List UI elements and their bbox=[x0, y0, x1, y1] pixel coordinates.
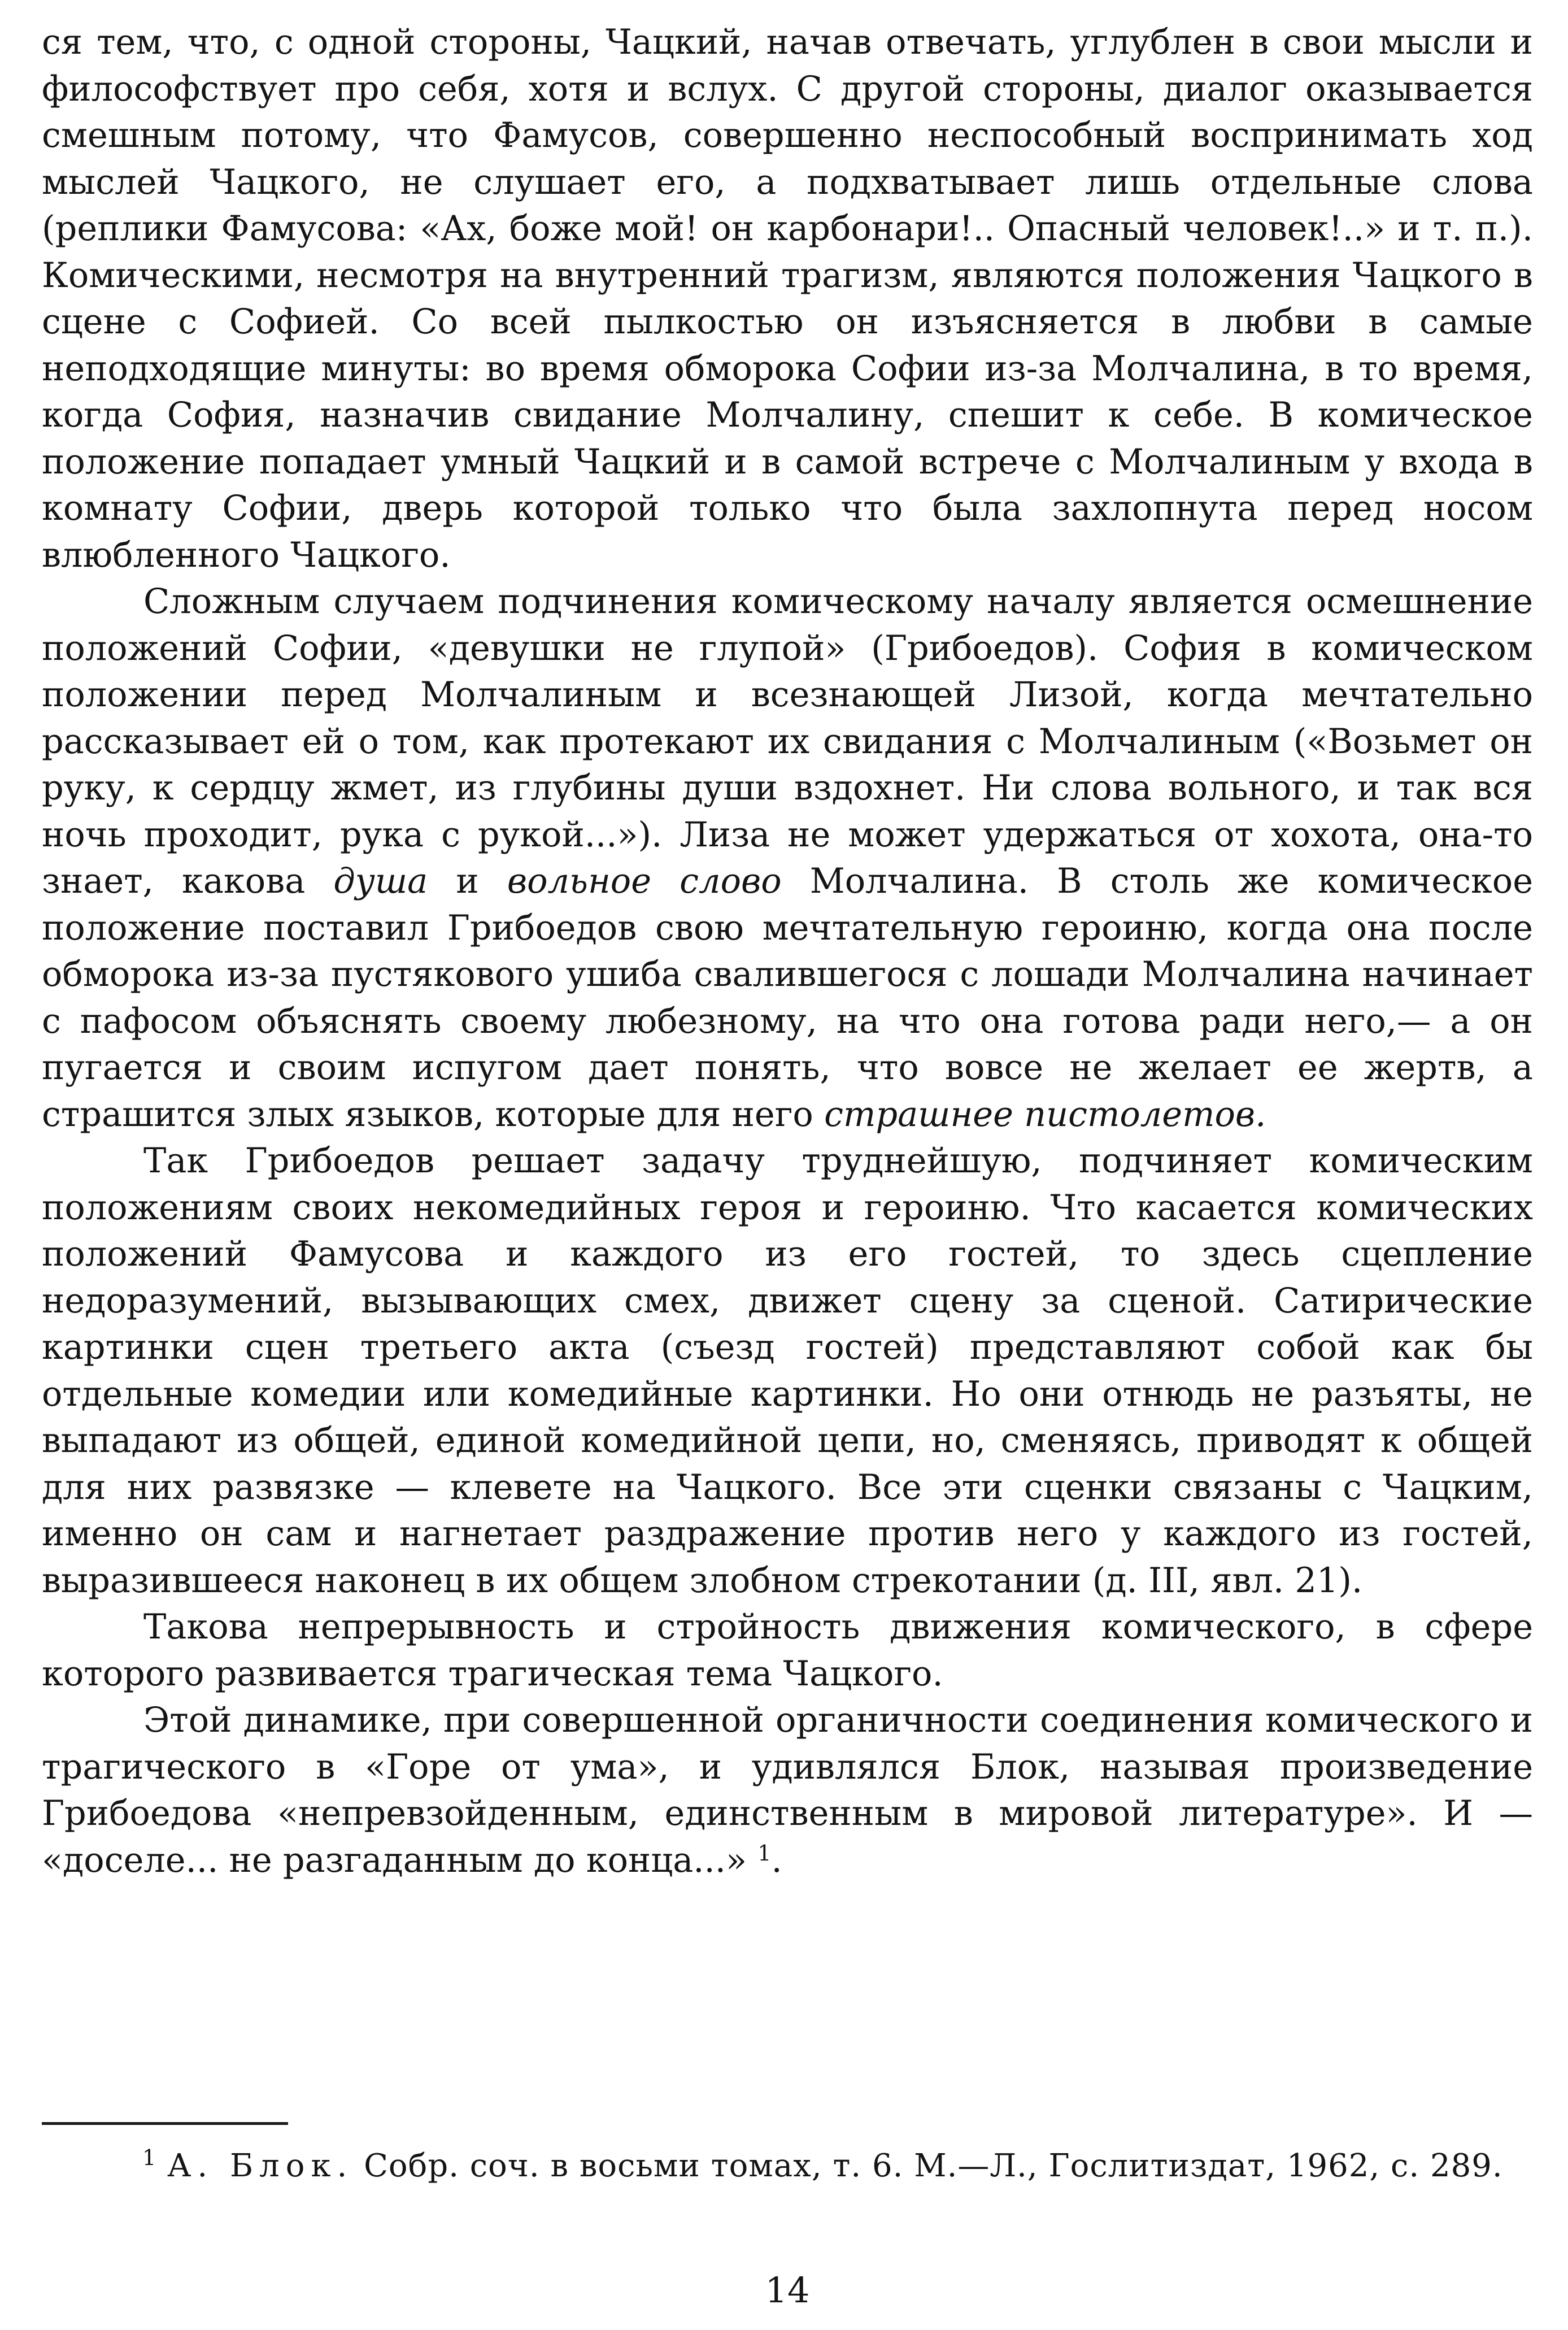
text-run: Сложным случаем подчинения комическому началу является осмешнение положений Софии, «девушки не глупой» (Грибоедов). София в комическом положении перед Молчалиным и всезнающей Лизой, когда мечтательно рассказывает ей о том, как протекают их свидания с Молчалиным («Возьмет он руку, к сердцу жмет, из глубины души вздохнет. Ни слова вольного, и так вся ночь проходит, рука с рукой...»). Лиза не может удержаться от хохота, она-то знает, какова bbox=[42, 582, 1533, 901]
paragraph-p3 bbox=[42, 1138, 1533, 1604]
text-run: Такова непрерывность и стройность движения комического, в сфере которого развивается трагическая тема Чацкого. bbox=[42, 1607, 1533, 1694]
italic-emphasis: страшнее пистолетов. bbox=[824, 1094, 1266, 1134]
book-page bbox=[42, 19, 1533, 2313]
footnote-separator bbox=[42, 2122, 288, 2125]
paragraph-p1 bbox=[42, 19, 1533, 579]
body-text bbox=[42, 19, 1533, 1884]
text-run: ся тем, что, с одной стороны, Чацкий, начав отвечать, углублен в свои мысли и философствует про себя, хотя и вслух. С другой стороны, диалог оказывается смешным потому, что Фамусов, совершенно неспособный воспринимать ход мыслей Чацкого, не слушает его, а подхватывает лишь отдельные слова (реплики Фамусова: «Ах, боже мой! он карбонари!.. Опасный человек!..» и т. п.). Комическими, несмотря на внутренний трагизм, являются положения Чацкого в сцене с Софией. Со всей пылкостью он изъясняется в любви в самые неподходящие минуты: во время обморока Софии из-за Молчалина, в то время, когда София, назначив свидание Молчалину, спешит к себе. В комическое положение попадает умный Чацкий и в самой встрече с Молчалиным у входа в комнату Софии, дверь которой только что была захлопнута перед носом влюбленного Чацкого. bbox=[42, 23, 1533, 575]
paragraph-p2 bbox=[42, 579, 1533, 1138]
footnote-author: А. Блок. bbox=[167, 2148, 354, 2184]
paragraph-p5 bbox=[42, 1697, 1533, 1884]
italic-emphasis: вольное слово bbox=[507, 862, 782, 901]
footnote-marker: 1 bbox=[142, 2145, 157, 2170]
italic-emphasis: душа bbox=[333, 862, 428, 901]
text-run: . bbox=[771, 1840, 782, 1880]
footnote bbox=[42, 2144, 1533, 2189]
footnote-reference: 1 bbox=[757, 1840, 772, 1866]
footnote-text: Собр. соч. в восьми томах, т. 6. М.—Л., Гослитиздат, 1962, с. 289. bbox=[364, 2148, 1503, 2184]
paragraph-p4 bbox=[42, 1604, 1533, 1697]
text-run: и bbox=[428, 862, 507, 901]
text-run: Молчалина. В столь же комическое положение поставил Грибоедов свою мечтательную героиню, когда она после обморока из-за пустякового ушиба свалившегося с лошади Молчалина начинает с пафосом объяснять своему любезному, на что она готова ради него,— а он пугается и своим испугом дает понять, что вовсе не желает ее жертв, а страшится злых языков, которые для него bbox=[42, 862, 1533, 1134]
page-number: 14 bbox=[765, 2270, 810, 2311]
text-run: Так Грибоедов решает задачу труднейшую, подчиняет комическим положениям своих некомедийных героя и героиню. Что касается комических положений Фамусова и каждого из его гостей, то здесь сцепление недоразумений, вызывающих смех, движет сцену за сценой. Сатирические картинки сцен третьего акта (съезд гостей) представляют собой как бы отдельные комедии или комедийные картинки. Но они отнюдь не разъяты, не выпадают из общей, единой комедийной цепи, но, сменяясь, приводят к общей для них развязке — клевете на Чацкого. Все эти сценки связаны с Чацким, именно он сам и нагнетает раздражение против него у каждого из гостей, выразившееся наконец в их общем злобном стрекотании (д. III, явл. 21). bbox=[42, 1141, 1533, 1601]
text-run: Этой динамике, при совершенной органичности соединения комического и трагического в «Горе от ума», и удивлялся Блок, называя произведение Грибоедова «непревзойденным, единственным в мировой литературе». И — «доселе... не разгаданным до конца...» bbox=[42, 1701, 1533, 1880]
